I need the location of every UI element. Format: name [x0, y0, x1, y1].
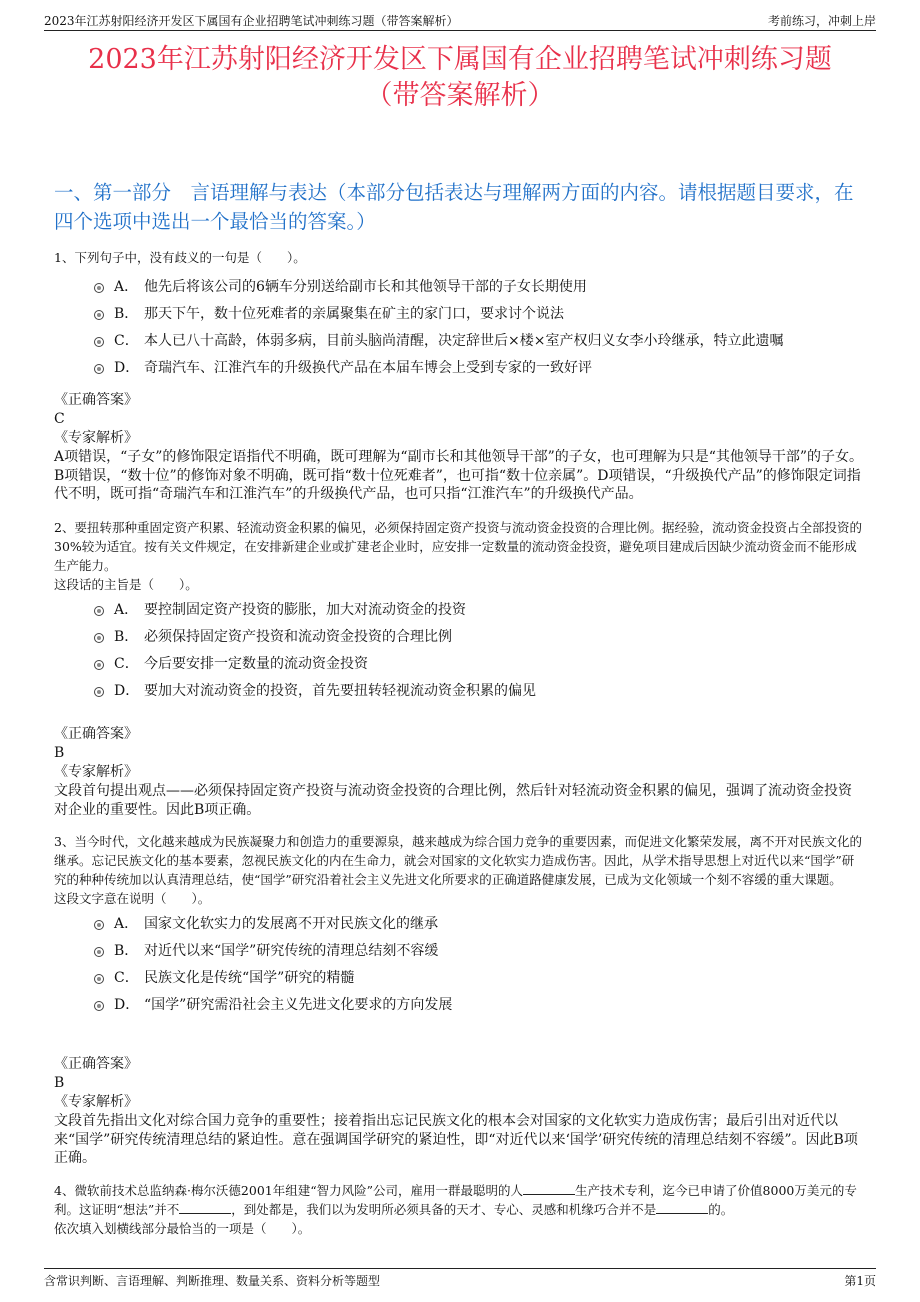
radio-icon[interactable]	[94, 310, 104, 320]
document-title	[40, 42, 880, 114]
analysis-text: 文段首先指出文化对综合国力竞争的重要性；接着指出忘记民族文化的根本会对国家的文化软实力造成伤害；最后引出对近代以来“国学”研究传统清理总结的紧迫性。意在强调国学研究的紧迫性，即“对近代以来‘国学’研究传统的清理总结刻不容缓”。因此B项正确。	[54, 1113, 858, 1166]
analysis-text: A项错误，“子女”的修饰限定语指代不明确，既可理解为“副市长和其他领导干部”的子女，也可理解为只是“其他领导干部”的子女。B项错误，“数十位”的修饰对象不明确，既可指“数十位死难者”，也可指“数十位亲属”。D项错误，“升级换代产品”的修饰限定词指代不明，既可指“奇瑞汽车和江淮汽车”的升级换代产品，也可只指“江淮汽车”的升级换代产品。	[54, 449, 864, 502]
radio-icon[interactable]	[94, 687, 104, 697]
page-number: 第1页	[844, 1274, 876, 1288]
option-c[interactable]: C． 今后要安排一定数量的流动资金投资	[54, 651, 864, 678]
answer-block-3	[54, 1055, 864, 1168]
answer-value: B	[54, 1075, 65, 1091]
analysis-label: 《专家解析》	[54, 430, 138, 446]
header-title: 2023年江苏射阳经济开发区下属国有企业招聘笔试冲刺练习题（带答案解析）	[44, 14, 459, 28]
radio-icon[interactable]	[94, 633, 104, 643]
question-stem: 3、当今时代，文化越来越成为民族凝聚力和创造力的重要源泉，越来越成为综合国力竞争的重要因素，而促进文化繁荣发展，离不开对民族文化的继承。忘记民族文化的基本要素，忽视民族文化的内在生命力，就会对国家的文化软实力造成伤害。因此，从学术指导思想上对近代以来“国学”研究的种种传统加以认真清理总结，使“国学”研究沿着社会主义先进文化所要求的正确道路健康发展，已成为文化领域一个刻不容缓的重大课题。	[54, 834, 862, 887]
header-slogan: 考前练习，冲刺上岸	[767, 14, 876, 28]
radio-icon[interactable]	[94, 283, 104, 293]
radio-icon[interactable]	[94, 1001, 104, 1011]
question-prompt: 这段文字意在说明（ ）。	[54, 891, 211, 906]
blank-3[interactable]	[656, 1213, 708, 1214]
option-d[interactable]: D． “国学”研究需沿社会主义先进文化要求的方向发展	[54, 992, 864, 1019]
radio-icon[interactable]	[94, 364, 104, 374]
footer-note: 含常识判断、言语理解、判断推理、数量关系、资料分析等题型	[44, 1274, 381, 1288]
question-1	[54, 248, 864, 382]
analysis-label: 《专家解析》	[54, 764, 138, 780]
blank-2[interactable]	[179, 1213, 231, 1214]
option-a[interactable]: A． 他先后将该公司的6辆车分别送给副市长和其他领导干部的子女长期使用	[54, 274, 864, 301]
radio-icon[interactable]	[94, 947, 104, 957]
radio-icon[interactable]	[94, 660, 104, 670]
blank-1[interactable]	[523, 1194, 575, 1195]
radio-icon[interactable]	[94, 337, 104, 347]
title-line-2: （带答案解析）	[365, 80, 555, 111]
option-b[interactable]: B． 那天下午，数十位死难者的亲属聚集在矿主的家门口，要求讨个说法	[54, 301, 864, 328]
analysis-label: 《专家解析》	[54, 1094, 138, 1110]
answer-value: B	[54, 745, 65, 761]
title-line-1: 2023年江苏射阳经济开发区下属国有企业招聘笔试冲刺练习题	[88, 44, 832, 75]
answer-block-1	[54, 391, 864, 504]
option-b[interactable]: B． 对近代以来“国学”研究传统的清理总结刻不容缓	[54, 938, 864, 965]
section-heading: 一、第一部分 言语理解与表达（本部分包括表达与理解两方面的内容。请根据题目要求，在四个选项中选出一个最恰当的答案。）	[54, 181, 854, 233]
radio-icon[interactable]	[94, 974, 104, 984]
question-prompt: 依次填入划横线部分最恰当的一项是（ ）。	[54, 1221, 311, 1236]
question-2	[54, 518, 864, 705]
question-stem: 2、要扭转那种重固定资产积累、轻流动资金积累的偏见，必须保持固定资产投资与流动资金投资的合理比例。据经验，流动资金投资占全部投资的30%较为适宜。按有关文件规定，在安排新建企业或扩建老企业时，应安排一定数量的流动资金投资，避免项目建成后因缺少流动资金而不能形成生产能力。	[54, 520, 862, 573]
answer-block-2	[54, 725, 864, 819]
question-4	[54, 1181, 864, 1238]
option-c[interactable]: C． 本人已八十高龄，体弱多病，目前头脑尚清醒，决定辞世后×楼×室产权归义女李小玲继承，特立此遗嘱	[54, 328, 864, 355]
option-c[interactable]: C． 民族文化是传统“国学”研究的精髓	[54, 965, 864, 992]
option-b[interactable]: B． 必须保持固定资产投资和流动资金投资的合理比例	[54, 624, 864, 651]
option-d[interactable]: D． 要加大对流动资金的投资，首先要扭转轻视流动资金积累的偏见	[54, 678, 864, 705]
radio-icon[interactable]	[94, 920, 104, 930]
question-stem: 4、微软前技术总监纳森·梅尔沃德2001年组建“智力风险”公司，雇用一群最聪明的人 生产技术专利，迄今已申请了价值8000万美元的专利。这证明“想法”并不 ，到处都是，我们以为发明所必须具备的天才、专心、灵感和机缘巧合并不是 的。	[54, 1183, 857, 1217]
analysis-text: 文段首句提出观点——必须保持固定资产投资与流动资金投资的合理比例，然后针对轻流动资金积累的偏见，强调了流动资金投资对企业的重要性。因此B项正确。	[54, 783, 852, 818]
question-prompt: 这段话的主旨是（ ）。	[54, 577, 198, 592]
question-3	[54, 832, 864, 1019]
page-footer	[44, 1268, 876, 1289]
page-header	[44, 10, 876, 31]
answer-value: C	[54, 411, 65, 427]
radio-icon[interactable]	[94, 606, 104, 616]
answer-label: 《正确答案》	[54, 726, 138, 742]
answer-label: 《正确答案》	[54, 392, 138, 408]
option-a[interactable]: A． 国家文化软实力的发展离不开对民族文化的继承	[54, 911, 864, 938]
option-d[interactable]: D． 奇瑞汽车、江淮汽车的升级换代产品在本届车博会上受到专家的一致好评	[54, 355, 864, 382]
option-a[interactable]: A． 要控制固定资产投资的膨胀，加大对流动资金的投资	[54, 597, 864, 624]
question-stem: 1、下列句子中，没有歧义的一句是（ ）。	[54, 250, 306, 265]
answer-label: 《正确答案》	[54, 1056, 138, 1072]
